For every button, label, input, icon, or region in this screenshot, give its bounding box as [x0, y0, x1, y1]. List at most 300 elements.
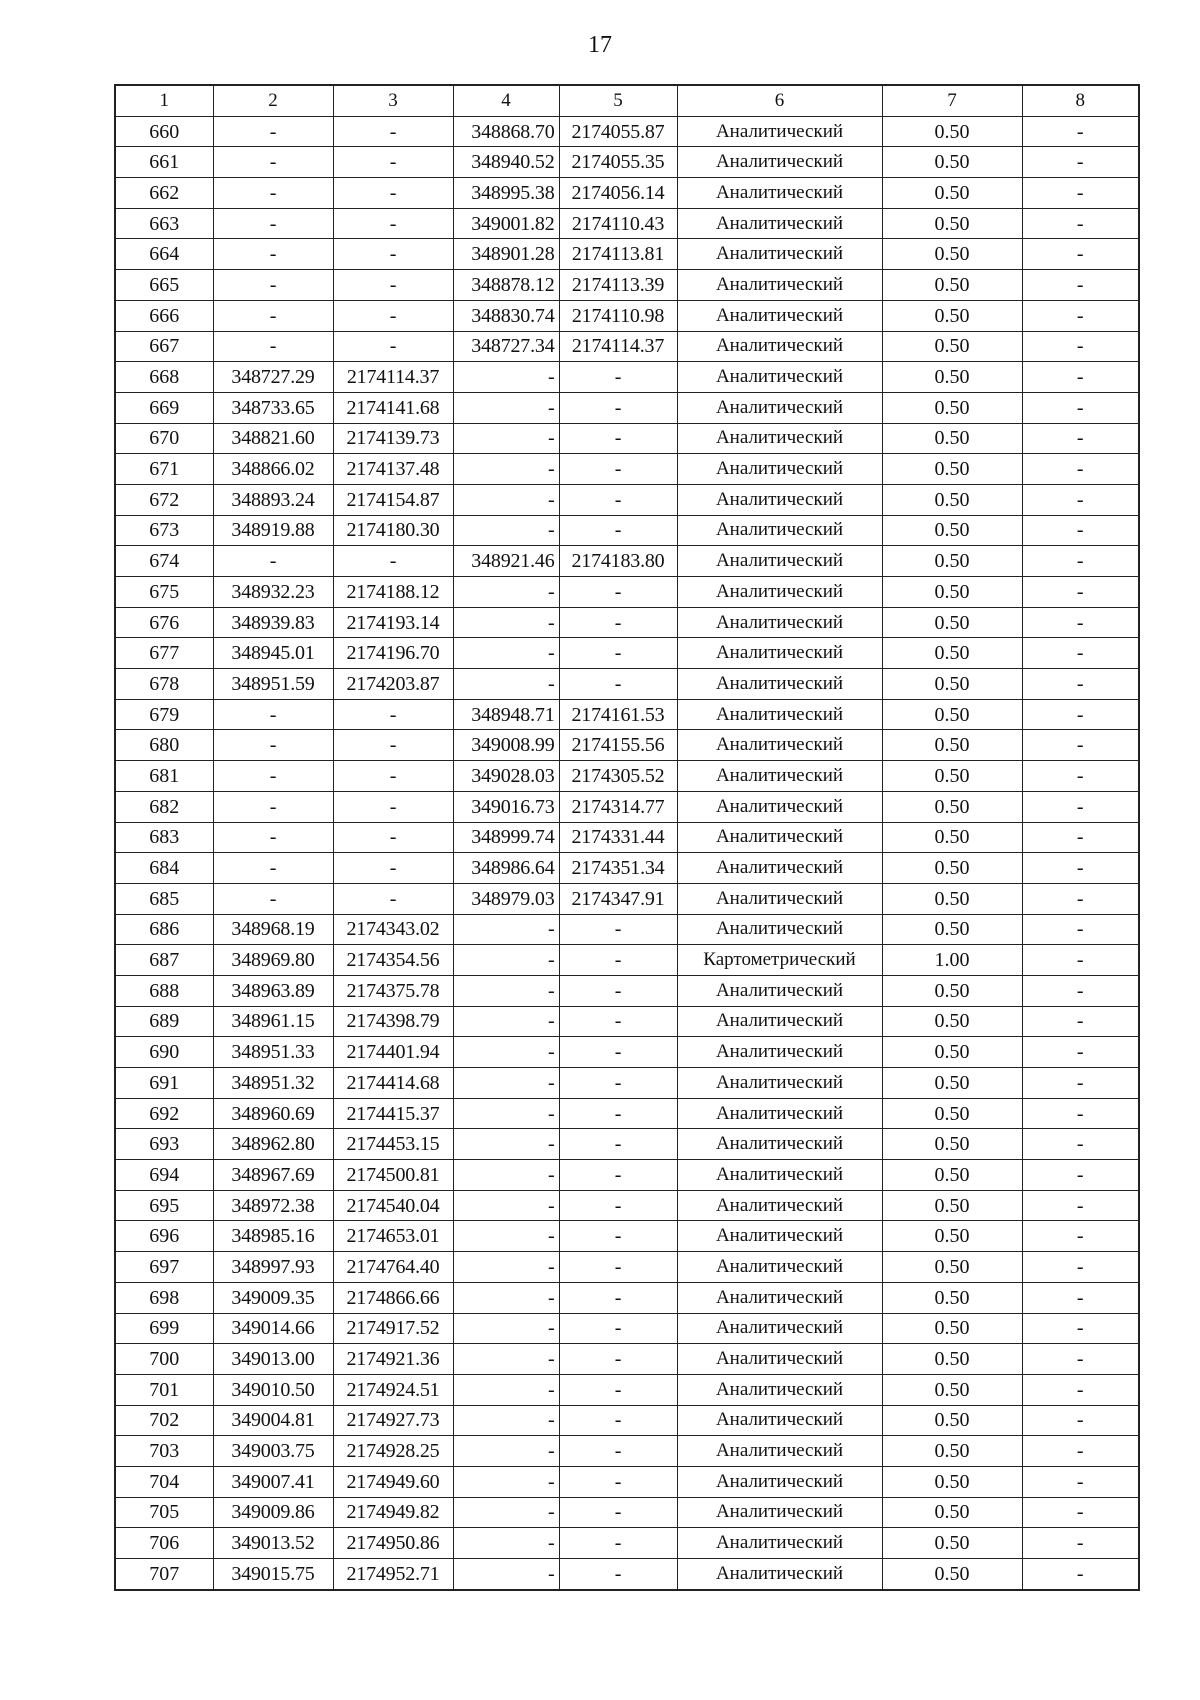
- table-row: [115, 669, 1139, 700]
- old-y-cell: 2174114.37: [333, 362, 453, 393]
- old-y-cell: 2174141.68: [333, 392, 453, 423]
- old-y-cell: 2174398.79: [333, 1006, 453, 1037]
- method-cell: Аналитический: [677, 1282, 882, 1313]
- old-y-cell: 2174764.40: [333, 1252, 453, 1283]
- description-cell: -: [1022, 1068, 1139, 1099]
- new-x-cell: 348727.34: [453, 331, 559, 362]
- method-cell: Аналитический: [677, 116, 882, 147]
- point-number-cell: 661: [115, 147, 213, 178]
- description-cell: -: [1022, 178, 1139, 209]
- old-y-cell: 2174500.81: [333, 1160, 453, 1191]
- table-row: [115, 761, 1139, 792]
- method-cell: Аналитический: [677, 1313, 882, 1344]
- point-number-cell: 689: [115, 1006, 213, 1037]
- table-row: [115, 178, 1139, 209]
- old-x-cell: 348893.24: [213, 484, 333, 515]
- table-header: [115, 85, 1139, 116]
- old-y-cell: 2174188.12: [333, 577, 453, 608]
- point-number-cell: 704: [115, 1466, 213, 1497]
- point-number-cell: 665: [115, 270, 213, 301]
- description-cell: -: [1022, 454, 1139, 485]
- old-y-cell: -: [333, 761, 453, 792]
- new-y-cell: -: [559, 1466, 677, 1497]
- method-cell: Аналитический: [677, 607, 882, 638]
- accuracy-cell: 0.50: [882, 577, 1022, 608]
- new-y-cell: 2174110.98: [559, 300, 677, 331]
- new-y-cell: -: [559, 423, 677, 454]
- new-x-cell: -: [453, 1405, 559, 1436]
- old-y-cell: 2174154.87: [333, 484, 453, 515]
- new-x-cell: -: [453, 1129, 559, 1160]
- new-y-cell: 2174110.43: [559, 208, 677, 239]
- new-x-cell: 348995.38: [453, 178, 559, 209]
- new-x-cell: -: [453, 914, 559, 945]
- accuracy-cell: 0.50: [882, 1160, 1022, 1191]
- accuracy-cell: 0.50: [882, 392, 1022, 423]
- new-y-cell: 2174347.91: [559, 883, 677, 914]
- accuracy-cell: 0.50: [882, 638, 1022, 669]
- page-number: 17: [588, 32, 612, 58]
- coordinates-table: [114, 84, 1140, 1591]
- method-cell: Аналитический: [677, 822, 882, 853]
- old-x-cell: 348961.15: [213, 1006, 333, 1037]
- accuracy-cell: 0.50: [882, 669, 1022, 700]
- old-y-cell: 2174928.25: [333, 1436, 453, 1467]
- new-y-cell: -: [559, 1190, 677, 1221]
- new-x-cell: -: [453, 1006, 559, 1037]
- method-cell: Аналитический: [677, 975, 882, 1006]
- accuracy-cell: 0.50: [882, 147, 1022, 178]
- point-number-cell: 681: [115, 761, 213, 792]
- table-row: [115, 1006, 1139, 1037]
- point-number-cell: 678: [115, 669, 213, 700]
- old-x-cell: 348969.80: [213, 945, 333, 976]
- old-y-cell: 2174952.71: [333, 1559, 453, 1590]
- description-cell: -: [1022, 883, 1139, 914]
- method-cell: Аналитический: [677, 577, 882, 608]
- method-cell: Аналитический: [677, 1190, 882, 1221]
- method-cell: Аналитический: [677, 853, 882, 884]
- old-y-cell: -: [333, 239, 453, 270]
- accuracy-cell: 0.50: [882, 484, 1022, 515]
- table-body: [115, 116, 1139, 1590]
- table-row: [115, 1160, 1139, 1191]
- point-number-cell: 700: [115, 1344, 213, 1375]
- old-y-cell: -: [333, 699, 453, 730]
- new-y-cell: 2174331.44: [559, 822, 677, 853]
- accuracy-cell: 0.50: [882, 1313, 1022, 1344]
- new-x-cell: -: [453, 454, 559, 485]
- new-y-cell: -: [559, 1006, 677, 1037]
- old-y-cell: -: [333, 178, 453, 209]
- point-number-cell: 705: [115, 1497, 213, 1528]
- new-y-cell: 2174114.37: [559, 331, 677, 362]
- accuracy-cell: 0.50: [882, 1466, 1022, 1497]
- description-cell: -: [1022, 1528, 1139, 1559]
- old-y-cell: -: [333, 331, 453, 362]
- description-cell: -: [1022, 669, 1139, 700]
- old-y-cell: 2174375.78: [333, 975, 453, 1006]
- new-y-cell: -: [559, 1098, 677, 1129]
- table-row: [115, 945, 1139, 976]
- description-cell: -: [1022, 761, 1139, 792]
- table-row: [115, 1252, 1139, 1283]
- accuracy-cell: 0.50: [882, 116, 1022, 147]
- description-cell: -: [1022, 607, 1139, 638]
- table-row: [115, 515, 1139, 546]
- column-header-7: 7: [882, 85, 1022, 116]
- new-x-cell: -: [453, 1374, 559, 1405]
- old-x-cell: 349010.50: [213, 1374, 333, 1405]
- accuracy-cell: 0.50: [882, 270, 1022, 301]
- old-y-cell: 2174927.73: [333, 1405, 453, 1436]
- old-x-cell: 348821.60: [213, 423, 333, 454]
- old-x-cell: 348733.65: [213, 392, 333, 423]
- new-x-cell: -: [453, 1098, 559, 1129]
- old-x-cell: 349004.81: [213, 1405, 333, 1436]
- accuracy-cell: 0.50: [882, 1559, 1022, 1590]
- point-number-cell: 691: [115, 1068, 213, 1099]
- point-number-cell: 686: [115, 914, 213, 945]
- new-x-cell: -: [453, 515, 559, 546]
- accuracy-cell: 0.50: [882, 1252, 1022, 1283]
- point-number-cell: 668: [115, 362, 213, 393]
- point-number-cell: 707: [115, 1559, 213, 1590]
- description-cell: -: [1022, 1497, 1139, 1528]
- old-y-cell: 2174343.02: [333, 914, 453, 945]
- table-row: [115, 853, 1139, 884]
- point-number-cell: 680: [115, 730, 213, 761]
- new-x-cell: 348948.71: [453, 699, 559, 730]
- old-y-cell: 2174949.60: [333, 1466, 453, 1497]
- description-cell: -: [1022, 1313, 1139, 1344]
- point-number-cell: 690: [115, 1037, 213, 1068]
- point-number-cell: 693: [115, 1129, 213, 1160]
- method-cell: Аналитический: [677, 883, 882, 914]
- column-header-3: 3: [333, 85, 453, 116]
- point-number-cell: 684: [115, 853, 213, 884]
- method-cell: Аналитический: [677, 362, 882, 393]
- old-x-cell: -: [213, 116, 333, 147]
- method-cell: Аналитический: [677, 546, 882, 577]
- old-x-cell: 348951.59: [213, 669, 333, 700]
- new-x-cell: -: [453, 1313, 559, 1344]
- table-row: [115, 1436, 1139, 1467]
- new-x-cell: -: [453, 1528, 559, 1559]
- old-y-cell: 2174917.52: [333, 1313, 453, 1344]
- old-y-cell: 2174540.04: [333, 1190, 453, 1221]
- new-x-cell: -: [453, 1436, 559, 1467]
- new-y-cell: -: [559, 1037, 677, 1068]
- point-number-cell: 697: [115, 1252, 213, 1283]
- point-number-cell: 695: [115, 1190, 213, 1221]
- new-x-cell: -: [453, 484, 559, 515]
- old-x-cell: 348939.83: [213, 607, 333, 638]
- accuracy-cell: 0.50: [882, 730, 1022, 761]
- point-number-cell: 702: [115, 1405, 213, 1436]
- new-y-cell: 2174314.77: [559, 791, 677, 822]
- method-cell: Аналитический: [677, 1037, 882, 1068]
- old-x-cell: -: [213, 147, 333, 178]
- description-cell: -: [1022, 791, 1139, 822]
- accuracy-cell: 0.50: [882, 791, 1022, 822]
- old-y-cell: -: [333, 853, 453, 884]
- table-row: [115, 1282, 1139, 1313]
- accuracy-cell: 0.50: [882, 454, 1022, 485]
- method-cell: Аналитический: [677, 300, 882, 331]
- new-y-cell: 2174113.39: [559, 270, 677, 301]
- point-number-cell: 664: [115, 239, 213, 270]
- old-x-cell: 349003.75: [213, 1436, 333, 1467]
- new-x-cell: -: [453, 1190, 559, 1221]
- old-x-cell: 348967.69: [213, 1160, 333, 1191]
- description-cell: -: [1022, 945, 1139, 976]
- old-y-cell: -: [333, 300, 453, 331]
- new-y-cell: -: [559, 1313, 677, 1344]
- old-y-cell: -: [333, 791, 453, 822]
- point-number-cell: 672: [115, 484, 213, 515]
- table-row: [115, 392, 1139, 423]
- description-cell: -: [1022, 1559, 1139, 1590]
- new-x-cell: -: [453, 1068, 559, 1099]
- method-cell: Аналитический: [677, 270, 882, 301]
- new-x-cell: 349028.03: [453, 761, 559, 792]
- old-y-cell: 2174401.94: [333, 1037, 453, 1068]
- old-x-cell: 348960.69: [213, 1098, 333, 1129]
- method-cell: Аналитический: [677, 1221, 882, 1252]
- new-y-cell: -: [559, 1436, 677, 1467]
- description-cell: -: [1022, 423, 1139, 454]
- new-y-cell: -: [559, 1282, 677, 1313]
- new-x-cell: -: [453, 423, 559, 454]
- accuracy-cell: 0.50: [882, 822, 1022, 853]
- column-header-2: 2: [213, 85, 333, 116]
- new-y-cell: -: [559, 945, 677, 976]
- old-y-cell: 2174193.14: [333, 607, 453, 638]
- new-y-cell: -: [559, 362, 677, 393]
- old-x-cell: 349007.41: [213, 1466, 333, 1497]
- point-number-cell: 683: [115, 822, 213, 853]
- new-y-cell: 2174351.34: [559, 853, 677, 884]
- method-cell: Аналитический: [677, 1160, 882, 1191]
- table-row: [115, 546, 1139, 577]
- new-y-cell: 2174113.81: [559, 239, 677, 270]
- new-y-cell: -: [559, 1528, 677, 1559]
- old-x-cell: 348727.29: [213, 362, 333, 393]
- old-x-cell: 348972.38: [213, 1190, 333, 1221]
- method-cell: Аналитический: [677, 638, 882, 669]
- accuracy-cell: 0.50: [882, 1221, 1022, 1252]
- old-x-cell: -: [213, 791, 333, 822]
- accuracy-cell: 0.50: [882, 1528, 1022, 1559]
- accuracy-cell: 0.50: [882, 975, 1022, 1006]
- accuracy-cell: 0.50: [882, 914, 1022, 945]
- table-row: [115, 1068, 1139, 1099]
- old-x-cell: 349013.52: [213, 1528, 333, 1559]
- table-row: [115, 1559, 1139, 1590]
- accuracy-cell: 0.50: [882, 208, 1022, 239]
- new-y-cell: -: [559, 975, 677, 1006]
- table-row: [115, 1098, 1139, 1129]
- method-cell: Аналитический: [677, 1098, 882, 1129]
- new-y-cell: -: [559, 607, 677, 638]
- description-cell: -: [1022, 822, 1139, 853]
- accuracy-cell: 0.50: [882, 1129, 1022, 1160]
- old-x-cell: 348951.33: [213, 1037, 333, 1068]
- accuracy-cell: 0.50: [882, 1374, 1022, 1405]
- accuracy-cell: 0.50: [882, 853, 1022, 884]
- point-number-cell: 701: [115, 1374, 213, 1405]
- description-cell: -: [1022, 699, 1139, 730]
- old-y-cell: -: [333, 208, 453, 239]
- method-cell: Аналитический: [677, 331, 882, 362]
- old-x-cell: 348963.89: [213, 975, 333, 1006]
- accuracy-cell: 0.50: [882, 300, 1022, 331]
- new-y-cell: -: [559, 577, 677, 608]
- accuracy-cell: 0.50: [882, 883, 1022, 914]
- old-y-cell: 2174137.48: [333, 454, 453, 485]
- new-x-cell: -: [453, 1466, 559, 1497]
- old-y-cell: -: [333, 147, 453, 178]
- old-y-cell: 2174921.36: [333, 1344, 453, 1375]
- old-y-cell: -: [333, 883, 453, 914]
- table-row: [115, 1528, 1139, 1559]
- accuracy-cell: 0.50: [882, 546, 1022, 577]
- table-row: [115, 208, 1139, 239]
- old-x-cell: -: [213, 331, 333, 362]
- method-cell: Аналитический: [677, 1006, 882, 1037]
- new-y-cell: -: [559, 914, 677, 945]
- old-x-cell: 348945.01: [213, 638, 333, 669]
- point-number-cell: 673: [115, 515, 213, 546]
- new-x-cell: -: [453, 607, 559, 638]
- old-y-cell: 2174453.15: [333, 1129, 453, 1160]
- point-number-cell: 670: [115, 423, 213, 454]
- new-y-cell: 2174161.53: [559, 699, 677, 730]
- table-row: [115, 331, 1139, 362]
- old-x-cell: -: [213, 761, 333, 792]
- new-y-cell: -: [559, 1160, 677, 1191]
- old-x-cell: -: [213, 883, 333, 914]
- description-cell: -: [1022, 270, 1139, 301]
- new-x-cell: -: [453, 362, 559, 393]
- point-number-cell: 671: [115, 454, 213, 485]
- table-row: [115, 1129, 1139, 1160]
- description-cell: -: [1022, 577, 1139, 608]
- accuracy-cell: 0.50: [882, 1068, 1022, 1099]
- accuracy-cell: 0.50: [882, 1190, 1022, 1221]
- description-cell: -: [1022, 546, 1139, 577]
- description-cell: -: [1022, 484, 1139, 515]
- header-row: [115, 85, 1139, 116]
- method-cell: Аналитический: [677, 178, 882, 209]
- accuracy-cell: 0.50: [882, 331, 1022, 362]
- new-x-cell: 348979.03: [453, 883, 559, 914]
- new-x-cell: 348901.28: [453, 239, 559, 270]
- description-cell: -: [1022, 239, 1139, 270]
- accuracy-cell: 0.50: [882, 515, 1022, 546]
- table-row: [115, 1221, 1139, 1252]
- description-cell: -: [1022, 331, 1139, 362]
- new-y-cell: -: [559, 1129, 677, 1160]
- new-x-cell: 348830.74: [453, 300, 559, 331]
- accuracy-cell: 1.00: [882, 945, 1022, 976]
- description-cell: -: [1022, 208, 1139, 239]
- new-y-cell: 2174056.14: [559, 178, 677, 209]
- method-cell: Аналитический: [677, 1129, 882, 1160]
- old-y-cell: -: [333, 116, 453, 147]
- table-row: [115, 1190, 1139, 1221]
- description-cell: -: [1022, 853, 1139, 884]
- old-y-cell: 2174950.86: [333, 1528, 453, 1559]
- point-number-cell: 667: [115, 331, 213, 362]
- description-cell: -: [1022, 1436, 1139, 1467]
- point-number-cell: 669: [115, 392, 213, 423]
- table-row: [115, 914, 1139, 945]
- old-y-cell: 2174196.70: [333, 638, 453, 669]
- new-x-cell: 349016.73: [453, 791, 559, 822]
- method-cell: Аналитический: [677, 761, 882, 792]
- point-number-cell: 674: [115, 546, 213, 577]
- accuracy-cell: 0.50: [882, 1098, 1022, 1129]
- column-header-8: 8: [1022, 85, 1139, 116]
- method-cell: Аналитический: [677, 1344, 882, 1375]
- description-cell: -: [1022, 1160, 1139, 1191]
- table-row: [115, 1344, 1139, 1375]
- table-row: [115, 116, 1139, 147]
- table-row: [115, 638, 1139, 669]
- description-cell: -: [1022, 362, 1139, 393]
- table-row: [115, 1497, 1139, 1528]
- method-cell: Аналитический: [677, 484, 882, 515]
- accuracy-cell: 0.50: [882, 423, 1022, 454]
- accuracy-cell: 0.50: [882, 178, 1022, 209]
- point-number-cell: 662: [115, 178, 213, 209]
- old-x-cell: 348985.16: [213, 1221, 333, 1252]
- column-header-5: 5: [559, 85, 677, 116]
- point-number-cell: 679: [115, 699, 213, 730]
- description-cell: -: [1022, 1374, 1139, 1405]
- old-x-cell: 349009.86: [213, 1497, 333, 1528]
- table-row: [115, 147, 1139, 178]
- new-y-cell: 2174155.56: [559, 730, 677, 761]
- new-x-cell: 348878.12: [453, 270, 559, 301]
- description-cell: -: [1022, 515, 1139, 546]
- new-y-cell: -: [559, 392, 677, 423]
- table-row: [115, 730, 1139, 761]
- description-cell: -: [1022, 975, 1139, 1006]
- accuracy-cell: 0.50: [882, 1006, 1022, 1037]
- description-cell: -: [1022, 1405, 1139, 1436]
- point-number-cell: 666: [115, 300, 213, 331]
- old-y-cell: 2174203.87: [333, 669, 453, 700]
- method-cell: Аналитический: [677, 392, 882, 423]
- new-x-cell: -: [453, 975, 559, 1006]
- old-x-cell: 348968.19: [213, 914, 333, 945]
- table-row: [115, 300, 1139, 331]
- method-cell: Аналитический: [677, 1559, 882, 1590]
- method-cell: Аналитический: [677, 1497, 882, 1528]
- accuracy-cell: 0.50: [882, 1344, 1022, 1375]
- new-x-cell: -: [453, 392, 559, 423]
- accuracy-cell: 0.50: [882, 699, 1022, 730]
- new-y-cell: -: [559, 454, 677, 485]
- description-cell: -: [1022, 1221, 1139, 1252]
- old-y-cell: 2174354.56: [333, 945, 453, 976]
- accuracy-cell: 0.50: [882, 761, 1022, 792]
- table-row: [115, 1313, 1139, 1344]
- old-y-cell: 2174180.30: [333, 515, 453, 546]
